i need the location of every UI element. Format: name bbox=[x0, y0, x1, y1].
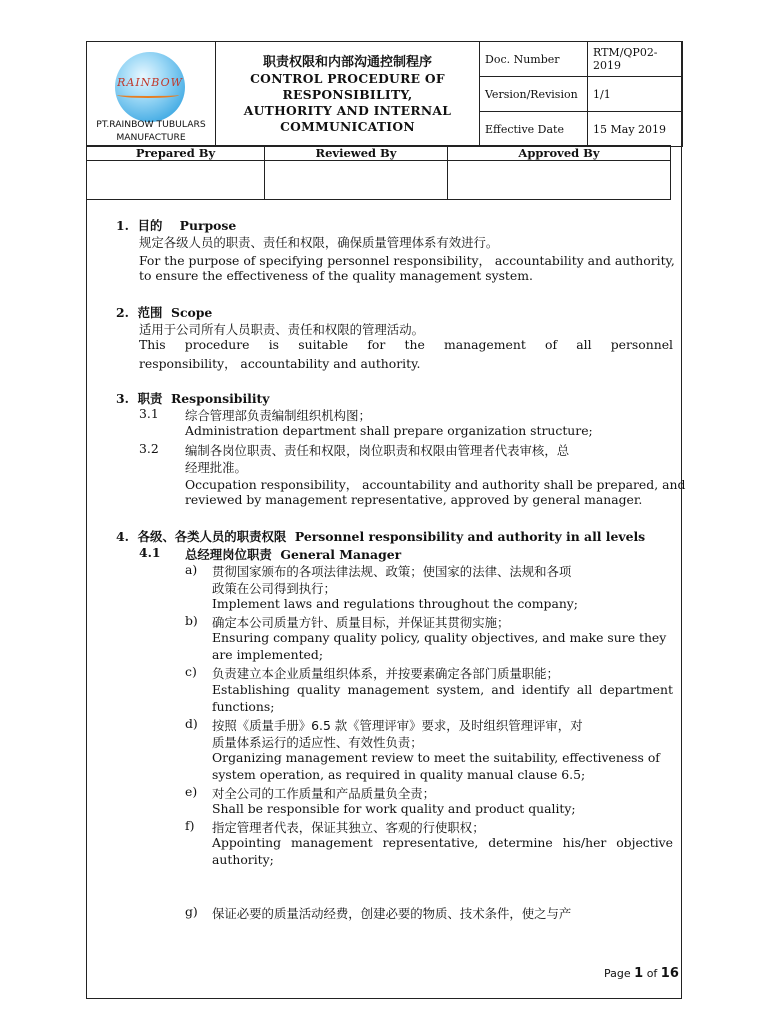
item-c-text-en-2: functions; bbox=[212, 699, 275, 714]
item-d-text-en-2: system operation, as required in quality manual clause 6.5; bbox=[212, 767, 586, 782]
item-e-label: e) bbox=[185, 784, 198, 799]
section-2-text-en-1: This procedure is suitable for the management of all personnel bbox=[139, 337, 673, 352]
item-3-2-text-en-1: Occupation responsibility， accountability and authority shall be prepared, and bbox=[185, 477, 686, 492]
prepared-by-header: Prepared By bbox=[87, 146, 265, 161]
item-3-2-number: 3.2 bbox=[139, 441, 159, 456]
prepared-by-signature bbox=[87, 161, 265, 200]
item-d-label: d) bbox=[185, 716, 198, 731]
item-b-text-cn: 确定本公司质量方针、质量目标，并保证其贯彻实施； bbox=[212, 615, 510, 630]
logo-wordmark: RAINBOW bbox=[117, 76, 183, 89]
section-2-text-en-2: responsibility， accountability and authority. bbox=[139, 356, 421, 371]
section-1-text-en-1: For the purpose of specifying personnel responsibility， accountability and authority, bbox=[139, 253, 675, 268]
signature-table bbox=[86, 145, 671, 200]
reviewed-by-signature bbox=[265, 161, 448, 200]
doc-number-label: Doc. Number bbox=[480, 42, 588, 77]
doc-number-value: RTM/QP02-2019 bbox=[588, 42, 683, 77]
section-1-text-cn: 规定各级人员的职责、责任和权限，确保质量管理体系有效进行。 bbox=[139, 235, 499, 250]
version-label: Version/Revision bbox=[480, 77, 588, 112]
item-g-text-cn: 保证必要的质量活动经费，创建必要的物质、技术条件，使之与产 bbox=[212, 906, 572, 921]
subsection-4-1-number: 4.1 bbox=[139, 545, 161, 560]
document-header bbox=[86, 41, 683, 147]
reviewed-by-header: Reviewed By bbox=[265, 146, 448, 161]
document-title bbox=[216, 42, 480, 147]
approved-by-header: Approved By bbox=[448, 146, 671, 161]
title-english-line-4: COMMUNICATION bbox=[280, 118, 415, 134]
section-3-heading: 3. 职责 Responsibility bbox=[116, 391, 270, 406]
section-2-text-cn: 适用于公司所有人员职责、责任和权限的管理活动。 bbox=[139, 322, 424, 337]
item-d-text-cn-2: 质量体系运行的适应性、有效性负责； bbox=[212, 735, 423, 750]
section-2-heading: 2. 范围 Scope bbox=[116, 305, 213, 320]
item-f-label: f) bbox=[185, 818, 195, 833]
company-name: PT.RAINBOW TUBULARS MANUFACTURE bbox=[96, 119, 206, 143]
item-a-text-cn-2: 政策在公司得到执行； bbox=[212, 581, 336, 596]
item-d-text-cn-1: 按照《质量手册》6.5 款《管理评审》要求，及时组织管理评审，对 bbox=[212, 718, 583, 733]
title-chinese: 职责权限和内部沟通控制程序 bbox=[262, 54, 432, 70]
item-g-label: g) bbox=[185, 904, 198, 919]
item-3-1-text-en: Administration department shall prepare organization structure; bbox=[185, 423, 593, 438]
title-english-line-2: RESPONSIBILITY, bbox=[282, 86, 413, 102]
item-a-label: a) bbox=[185, 562, 198, 577]
item-f-text-cn: 指定管理者代表，保证其独立、客观的行使职权； bbox=[212, 820, 485, 835]
item-3-1-text-cn: 综合管理部负责编制组织机构图； bbox=[185, 408, 371, 423]
subsection-4-1-heading: 总经理岗位职责 General Manager bbox=[185, 547, 402, 562]
section-1-text-en-2: to ensure the effectiveness of the quality management system. bbox=[139, 268, 533, 283]
item-c-text-en-1: Establishing quality management system, and identify all department bbox=[212, 682, 673, 697]
version-value: 1/1 bbox=[588, 77, 683, 112]
item-e-text-cn: 对全公司的工作质量和产品质量负全责； bbox=[212, 786, 436, 801]
item-b-text-en-1: Ensuring company quality policy, quality objectives, and make sure they bbox=[212, 630, 667, 645]
item-a-text-en: Implement laws and regulations throughout the company; bbox=[212, 596, 578, 611]
item-f-text-en-2: authority; bbox=[212, 852, 274, 867]
item-d-text-en-1: Organizing management review to meet the suitability, effectiveness of bbox=[212, 750, 660, 765]
section-1-heading: 1. 目的 Purpose bbox=[116, 218, 237, 233]
item-b-label: b) bbox=[185, 613, 198, 628]
effective-date-value: 15 May 2019 bbox=[588, 112, 683, 147]
item-c-text-cn: 负责建立本企业质量组织体系，并按要素确定各部门质量职能； bbox=[212, 666, 559, 681]
page-number: Page 1 of 16 bbox=[604, 966, 679, 981]
title-english-line-3: AUTHORITY AND INTERNAL bbox=[243, 102, 452, 118]
effective-date-label: Effective Date bbox=[480, 112, 588, 147]
item-3-2-text-cn-1: 编制各岗位职责、责任和权限，岗位职责和权限由管理者代表审核，总 bbox=[185, 443, 570, 458]
item-3-2-text-cn-2: 经理批准。 bbox=[185, 460, 247, 475]
title-english-line-1: CONTROL PROCEDURE OF bbox=[250, 70, 445, 86]
logo-swoosh-icon bbox=[117, 92, 179, 98]
approved-by-signature bbox=[448, 161, 671, 200]
item-f-text-en-1: Appointing management representative, determine his/her objective bbox=[212, 835, 673, 850]
item-a-text-cn-1: 贯彻国家颁布的各项法律法规、政策；使国家的法律、法规和各项 bbox=[212, 564, 572, 579]
item-3-2-text-en-2: reviewed by management representative, approved by general manager. bbox=[185, 492, 643, 507]
item-3-1-number: 3.1 bbox=[139, 406, 159, 421]
logo-cell bbox=[87, 42, 216, 147]
item-b-text-en-2: are implemented; bbox=[212, 647, 324, 662]
item-e-text-en: Shall be responsible for work quality and product quality; bbox=[212, 801, 576, 816]
item-c-label: c) bbox=[185, 664, 197, 679]
section-4-heading: 4. 各级、各类人员的职责权限 Personnel responsibility and authority in all levels bbox=[116, 529, 646, 544]
